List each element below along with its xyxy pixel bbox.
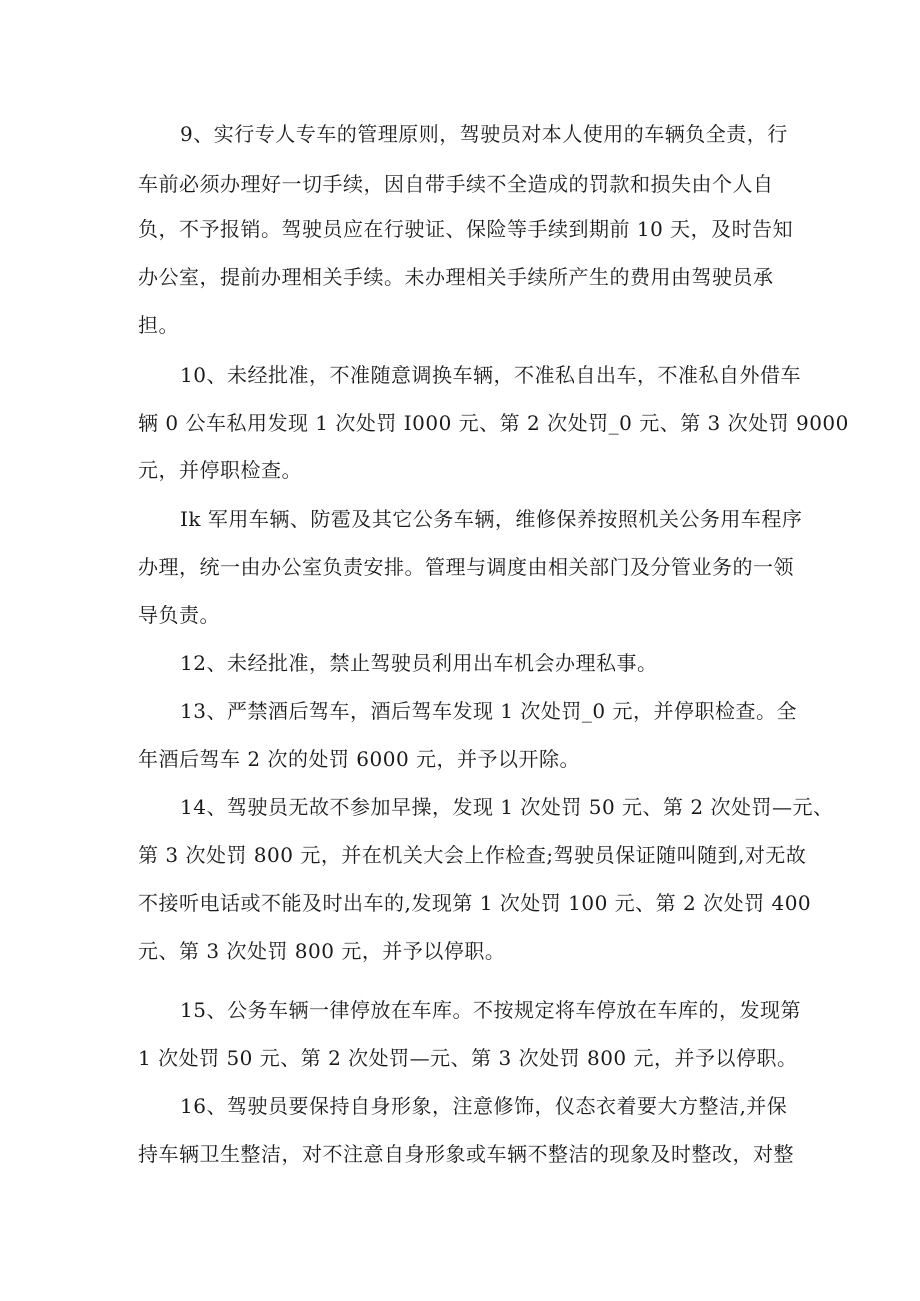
paragraph-10-line-1: 10、未经批准，不准随意调换车辆，不准私自出车，不准私自外借车 <box>180 363 801 387</box>
paragraph-9-line-3: 负，不予报销。驾驶员应在行驶证、保险等手续到期前 10 天，及时告知 <box>138 217 794 241</box>
paragraph-15-line-2: 1 次处罚 50 元、第 2 次处罚—元、第 3 次处罚 800 元，并予以停职。 <box>138 1046 798 1070</box>
paragraph-14-line-3: 不接听电话或不能及时出车的,发现第 1 次处罚 100 元、第 2 次处罚 400 <box>138 891 812 915</box>
paragraph-15-line-1: 15、公务车辆一律停放在车库。不按规定将车停放在车库的，发现第 <box>180 998 801 1022</box>
paragraph-9-line-1: 9、实行专人专车的管理原则，驾驶员对本人使用的车辆负全责，行 <box>180 122 788 146</box>
paragraph-12-line-1: 12、未经批准，禁止驾驶员利用出车机会办理私事。 <box>180 651 658 675</box>
paragraph-11-line-1: Ik 军用车辆、防雹及其它公务车辆，维修保养按照机关公务用车程序 <box>180 507 803 531</box>
paragraph-11-line-2: 办理，统一由办公室负责安排。管理与调度由相关部门及分管业务的一领 <box>138 555 794 579</box>
paragraph-13-line-2: 年酒后驾车 2 次的处罚 6000 元，并予以开除。 <box>138 747 581 771</box>
paragraph-9-line-2: 车前必须办理好一切手续，因自带手续不全造成的罚款和损失由个人自 <box>138 172 774 196</box>
paragraph-16-line-1: 16、驾驶员要保持自身形象，注意修饰，仪态衣着要大方整洁,并保 <box>180 1094 788 1118</box>
paragraph-9-line-5: 担。 <box>138 313 179 337</box>
paragraph-14-line-1: 14、驾驶员无故不参加早操，发现 1 次处罚 50 元、第 2 次处罚—元、 <box>180 795 834 819</box>
paragraph-14-line-4: 元、第 3 次处罚 800 元，并予以停职。 <box>138 939 506 963</box>
paragraph-11-line-3: 导负责。 <box>138 603 220 627</box>
paragraph-13-line-1: 13、严禁酒后驾车，酒后驾车发现 1 次处罚_0 元，并停职检查。全 <box>180 699 797 723</box>
paragraph-9-line-4: 办公室，提前办理相关手续。未办理相关手续所产生的费用由驾驶员承 <box>138 265 774 289</box>
paragraph-14-line-2: 第 3 次处罚 800 元，并在机关大会上作检查;驾驶员保证随叫随到,对无故 <box>138 843 807 867</box>
paragraph-16-line-2: 持车辆卫生整洁，对不注意自身形象或车辆不整洁的现象及时整改，对整 <box>138 1142 794 1166</box>
paragraph-10-line-3: 元，并停职检查。 <box>138 458 302 482</box>
paragraph-10-line-2: 辆 0 公车私用发现 1 次处罚 I000 元、第 2 次处罚_0 元、第 3 次处罚 9000 <box>138 411 849 435</box>
